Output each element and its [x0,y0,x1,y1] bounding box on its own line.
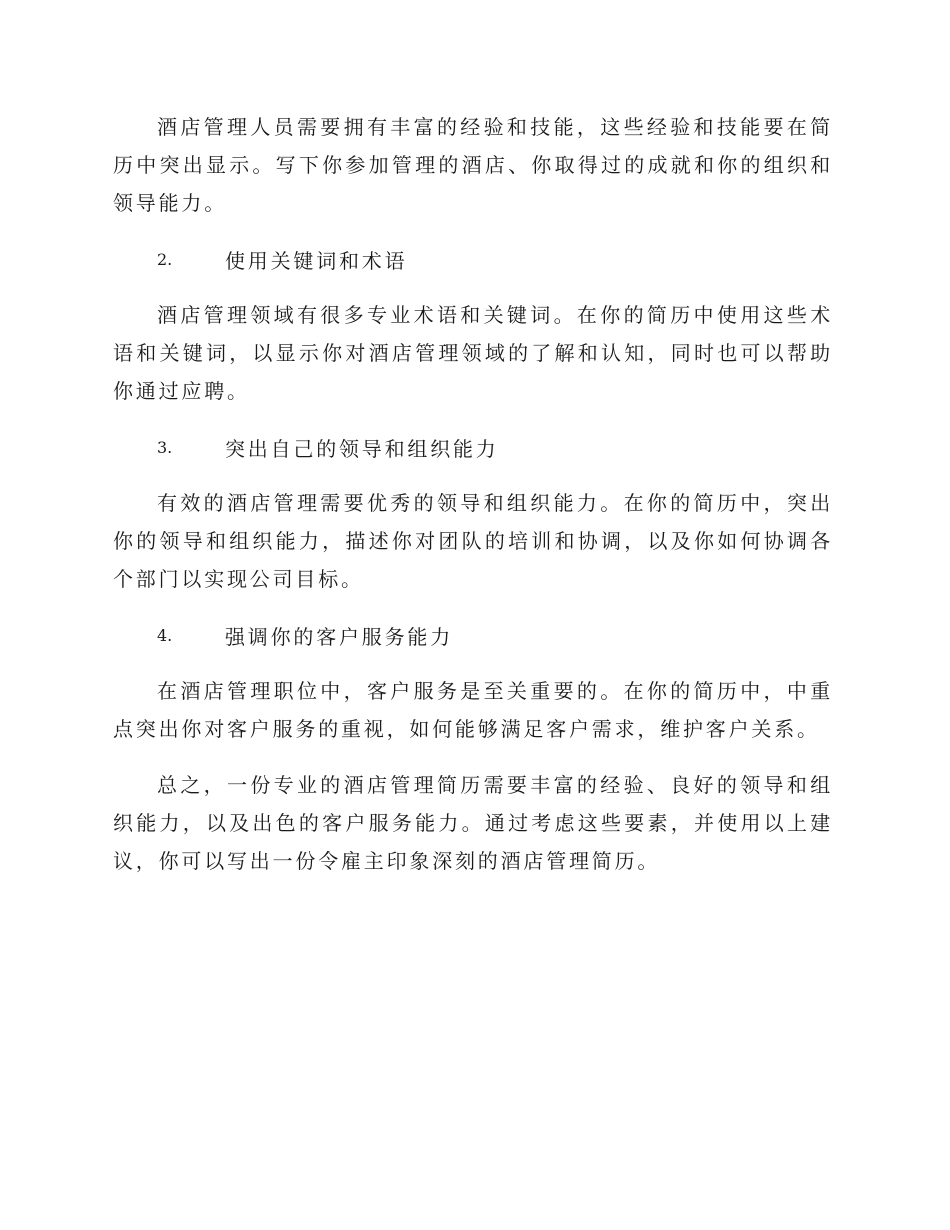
section-title: 强调你的客户服务能力 [225,624,453,649]
section-heading-keywords [113,240,833,278]
paragraph-summary: 总之，一份专业的酒店管理简历需要丰富的经验、良好的领导和组织能力，以及出色的客户服务能力。通过考虑这些要素，并使用以上建议，你可以写出一份令雇主印象深刻的酒店管理简历。 [113,773,833,873]
section-title: 使用关键词和术语 [225,248,408,273]
section-number: 4. [157,625,173,645]
paragraph-service: 在酒店管理职位中，客户服务是至关重要的。在你的简历中，中重点突出你对客户服务的重视，如何能够满足客户需求，维护客户关系。 [113,679,833,741]
section-number: 2. [157,249,173,269]
section-number: 3. [157,437,173,457]
paragraph-keywords: 酒店管理领域有很多专业术语和关键词。在你的简历中使用这些术语和关键词，以显示你对酒店管理领域的了解和认知，同时也可以帮助你通过应聘。 [113,303,833,403]
section-heading-service [113,616,833,654]
section-title: 突出自己的领导和组织能力 [225,436,499,461]
paragraph-leadership: 有效的酒店管理需要优秀的领导和组织能力。在你的简历中，突出你的领导和组织能力，描述你对团队的培训和协调，以及你如何协调各个部门以实现公司目标。 [113,491,833,591]
section-heading-leadership [113,428,833,466]
paragraph-experience: 酒店管理人员需要拥有丰富的经验和技能，这些经验和技能要在简历中突出显示。写下你参加管理的酒店、你取得过的成就和你的组织和领导能力。 [113,115,833,215]
document-body [113,108,833,898]
